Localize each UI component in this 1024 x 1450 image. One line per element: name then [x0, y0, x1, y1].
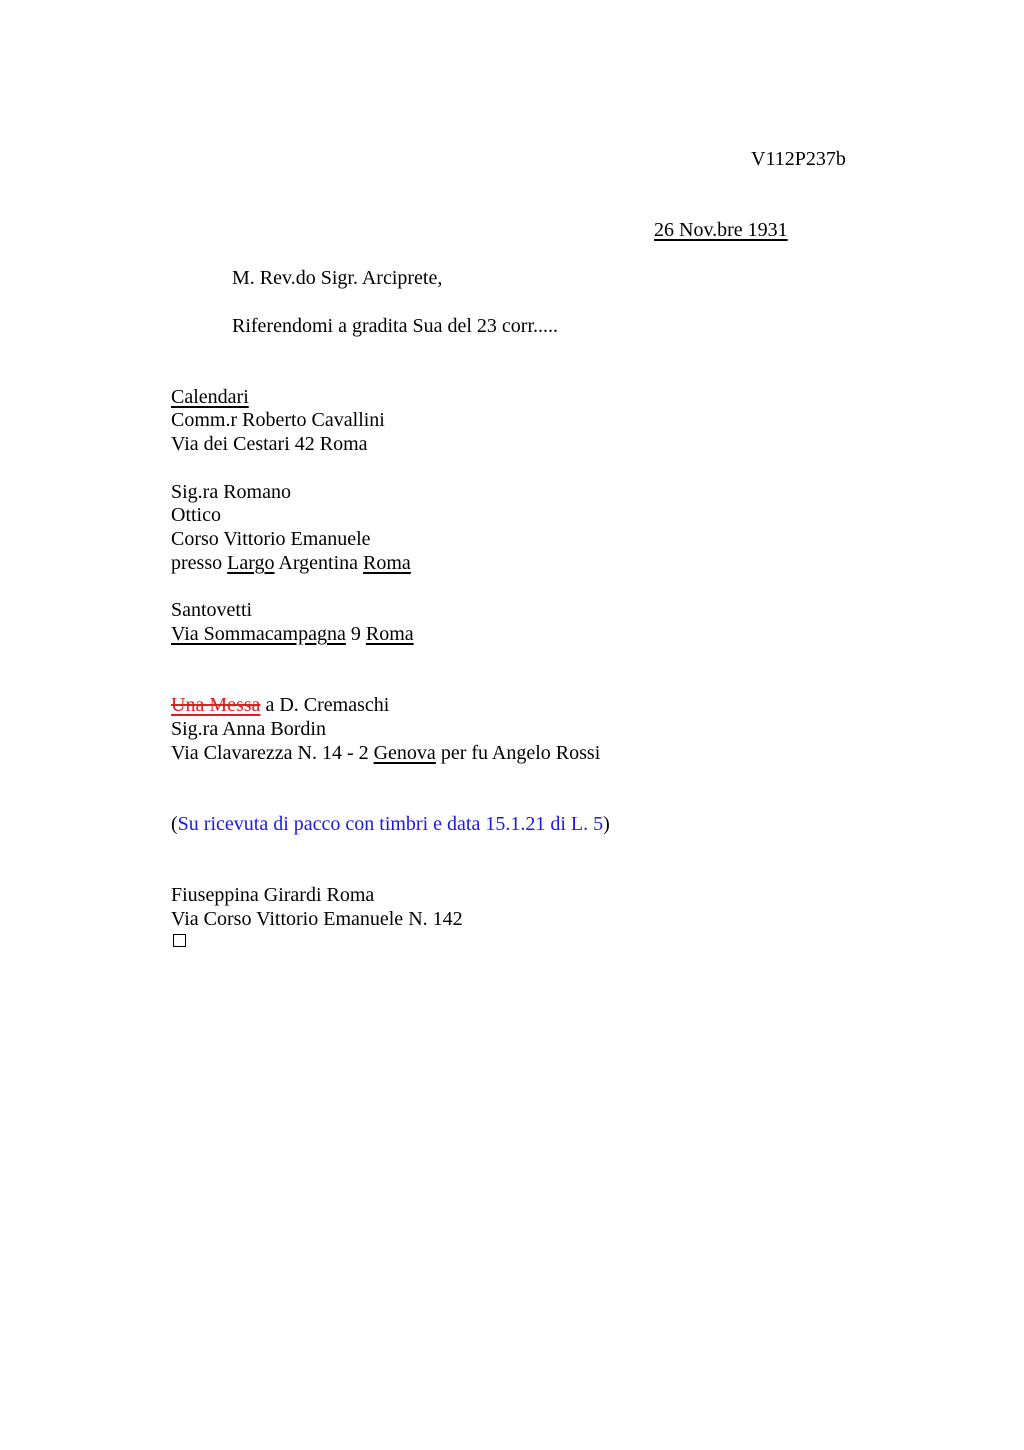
romano-role: Ottico [171, 504, 221, 526]
girardi-address: Via Corso Vittorio Emanuele N. 142 [171, 908, 463, 930]
calendari-heading: Calendari [171, 386, 249, 408]
girardi-name: Fiuseppina Girardi Roma [171, 884, 375, 906]
document-id: V112P237b [751, 148, 846, 170]
note-close-paren: ) [603, 813, 610, 835]
calendari-address: Via dei Cestari 42 Roma [171, 433, 368, 455]
messa-rest: a D. Cremaschi [260, 694, 390, 716]
romano-name: Sig.ra Romano [171, 481, 291, 503]
romano-loc-mid: Argentina [274, 552, 364, 574]
note-open-paren: ( [171, 813, 178, 835]
salutation: M. Rev.do Sigr. Arciprete, [232, 267, 443, 289]
editorial-note [171, 812, 610, 836]
santovetti-number: 9 [345, 623, 366, 645]
messa-addr-prefix: Via Clavarezza N. 14 - 2 [171, 742, 374, 764]
messa-addr-city: Genova [373, 742, 436, 764]
santovetti-address [171, 622, 414, 646]
messa-struck-text: Una Messa [171, 694, 261, 716]
santovetti-street: Via Sommacampagna [171, 623, 346, 645]
letter-date: 26 Nov.bre 1931 [654, 219, 788, 241]
calendari-name: Comm.r Roberto Cavallini [171, 409, 385, 431]
messa-address [171, 741, 600, 765]
romano-loc-prefix: presso [171, 552, 228, 574]
santovetti-name: Santovetti [171, 599, 253, 621]
messa-line [171, 693, 389, 717]
romano-loc-city: Roma [363, 552, 411, 574]
empty-box-symbol [173, 934, 186, 947]
messa-name: Sig.ra Anna Bordin [171, 718, 326, 740]
opening-line: Riferendomi a gradita Sua del 23 corr..... [232, 315, 559, 337]
note-text: Su ricevuta di pacco con timbri e data 15.1.21 di L. 5 [177, 813, 604, 835]
romano-street: Corso Vittorio Emanuele [171, 528, 371, 550]
romano-loc-largo: Largo [227, 552, 275, 574]
romano-location [171, 551, 411, 575]
santovetti-city: Roma [365, 623, 414, 645]
messa-addr-suffix: per fu Angelo Rossi [435, 742, 601, 764]
